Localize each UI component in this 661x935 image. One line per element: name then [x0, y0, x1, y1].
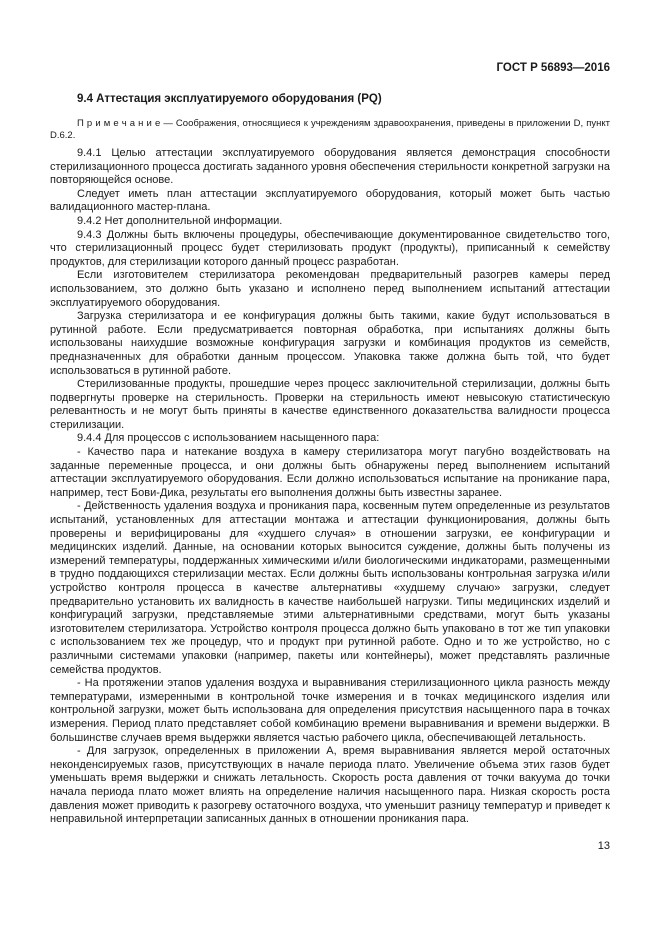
section-heading: 9.4 Аттестация эксплуатируемого оборудования (PQ) — [77, 93, 382, 105]
page-number: 13 — [597, 839, 610, 852]
paragraph: 9.4.1 Целью аттестации эксплуатируемого оборудования является демонстрация способности стерилизационного процесса достигать заданного уровня обеспечения стерильности конкретной загрузки на повторяющейся основе. — [50, 147, 610, 187]
document-standard-number: ГОСТ Р 56893—2016 — [496, 62, 610, 74]
note-paragraph: П р и м е ч а н и е — Соображения, относящиеся к учреждениям здравоохранения, приведены в приложении D, пункт D.6.2. — [50, 118, 610, 141]
paragraph: Стерилизованные продукты, прошедшие через процесс заключительной стерилизации, должны быть подвергнуты проверке на стерильность. Проверки на стерильность имеют невысокую статистическую релевантность и не могут быть приняты в качестве единственного доказательства валидности процесса стерилизации. — [50, 378, 610, 431]
document-page — [50, 62, 610, 853]
paragraph: 9.4.3 Должны быть включены процедуры, обеспечивающие документированное свидетельство того, что стерилизационный процесс будет стерилизовать продукт (продукты), приписанный к семейству продуктов, для стерилизации которого данный процесс разработан. — [50, 228, 610, 268]
paragraph: Если изготовителем стерилизатора рекомендован предварительный разогрев камеры перед использованием, это должно быть указано и исполнено перед выполнением испытаний аттестации эксплуатируемого оборудования. — [50, 269, 610, 309]
paragraph: - На протяжении этапов удаления воздуха и выравнивания стерилизационного цикла разность между температурами, измеренными в контрольной точке измерения и в точках медицинского изделия или контрольной загрузки, может быть использована для определения присутствия насыщенного пара в точках измерения. Период плато представляет собой комбинацию времени выравнивания и времени выдержки. В большинстве случаев время выдержки является частью рабочего цикла, обеспечивающей летальность. — [50, 677, 610, 744]
paragraph: 9.4.2 Нет дополнительной информации. — [77, 214, 283, 227]
paragraph: Следует иметь план аттестации эксплуатируемого оборудования, который может быть частью валидационного мастер-плана. — [50, 187, 610, 214]
paragraph: Загрузка стерилизатора и ее конфигурация должны быть такими, какие будут использоваться в рутинной работе. Если предусматривается повторная обработка, при испытаниях должны быть использованы наихудшие возможные конфигурация загрузки и комбинация продуктов из семейств, предназначенных для обработки данным процессом. Упаковка также должна быть той, что будет использоваться в рутинной работе. — [50, 310, 610, 377]
paragraph: 9.4.4 Для процессов с использованием насыщенного пара: — [77, 432, 380, 445]
paragraph: - Качество пара и натекание воздуха в камеру стерилизатора могут пагубно воздействовать на заданные переменные процесса, и они должны быть обнаружены перед выполнением испытаний аттестации эксплуатируемого оборудования. Если должно использоваться испытание на проникание пара, например, тест Бови-Дика, результаты его выполнения должны быть известны заранее. — [50, 446, 610, 499]
paragraph: - Для загрузок, определенных в приложении А, время выравнивания является мерой остаточных неконденсируемых газов, присутствующих в начале периода плато. Увеличение объема этих газов будет уменьшать время выдержки и снижать летальность. Скорость роста давления от точки вакуума до точки начала периода плато может влиять на определение наличия насыщенного пара. Низкая скорость роста давления может приводить к разогреву остаточного воздуха, что уменьшит разницу температур и приведет к неправильной интерпретации записанных данных в отношении проникания пара. — [50, 745, 610, 826]
body-text — [50, 147, 610, 827]
paragraph: - Действенность удаления воздуха и проникания пара, косвенным путем определенные из результатов испытаний, установленных для аттестации монтажа и аттестации функционирования, должны быть проверены и верифицированы для «худшего случая» в отношении загрузки, ее конфигурации и медицинских изделий. Данные, на основании которых выносится суждение, должны быть получены из измерений температуры, поддержанных химическими и/или биологическими индикаторами, размещенными в трудно поддающихся стерилизации местах. Если должны быть использованы контрольная загрузка и/или устройство контроля процесса в качестве альтернативы «худшему случаю» загрузки, следует предварительно установить их валидность в качестве наибольшей нагрузки. Типы медицинских изделий и конфигураций загрузки, представляемые этими альтернативными средствами, могут быть указаны изготовителем стерилизатора. Устройство контроля процесса должно быть упаковано в тот же тип упаковки с использованием тех же процедур, что и продукт при рутинной работе. Одно и то же устройство, но с различными системами упаковки (например, пакеты или контейнеры), может представлять различные семейства продуктов. — [50, 500, 610, 676]
